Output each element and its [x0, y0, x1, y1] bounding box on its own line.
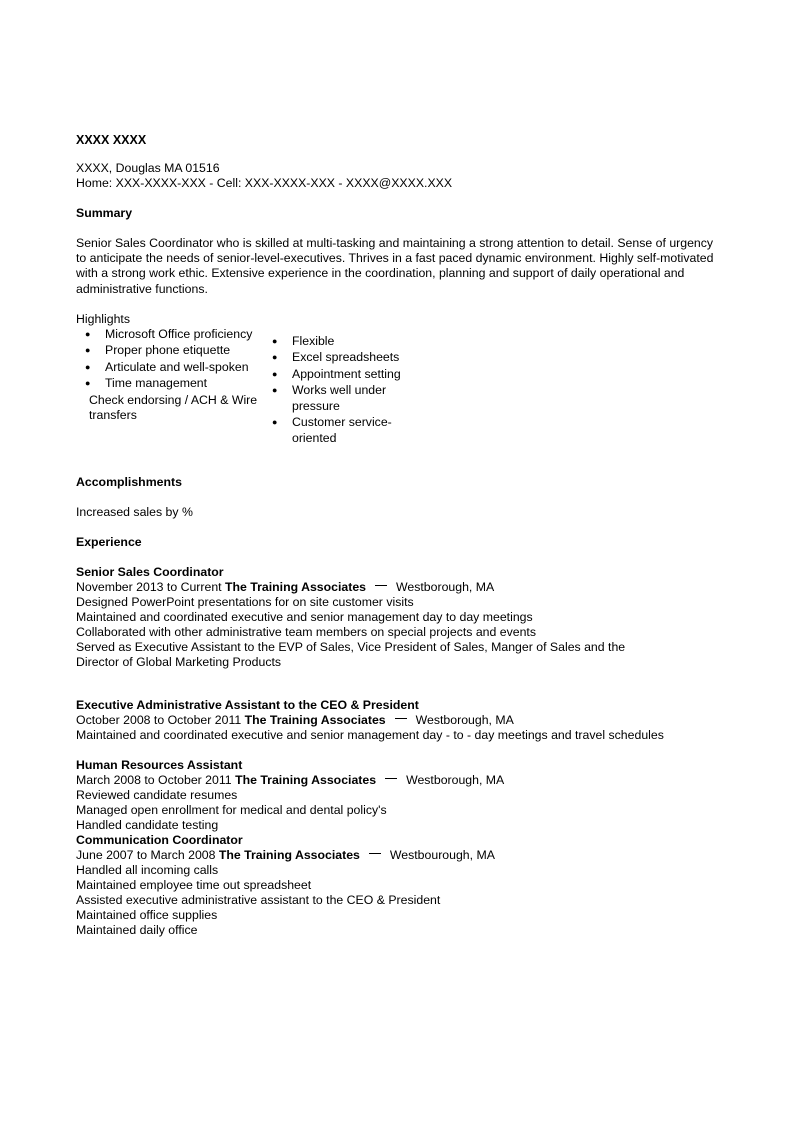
dash-separator: [395, 718, 407, 719]
bullet-icon: ●: [272, 335, 278, 346]
job-meta: [76, 580, 736, 595]
highlight-item: ● Excel spreadsheets: [272, 350, 400, 365]
job-dates: November 2013 to Current: [76, 579, 222, 594]
job-duty: Handled candidate testing: [76, 817, 219, 832]
summary-text: Senior Sales Coordinator who is skilled at multi-tasking and maintaining a strong attention to detail. Sense of urgency to anticipate the needs of senior-level-executives. Thrives in a fast paced dynamic environment. Highly self-motivated with a strong work ethic. Extensive experience in the coordination, planning and support of daily operational and administrative functions.: [76, 236, 714, 296]
bullet-icon: ●: [272, 368, 278, 379]
highlight-item: ● Articulate and well-spoken: [85, 359, 249, 374]
accomplishments-text: Increased sales by %: [76, 504, 193, 519]
bullet-icon: ●: [272, 417, 278, 428]
highlight-item: ● Proper phone etiquette: [85, 343, 231, 358]
dash-separator: [375, 585, 387, 586]
job-meta: [76, 713, 736, 728]
job-duty: Designed PowerPoint presentations for on site customer visits: [76, 594, 414, 609]
job-company: The Training Associates: [225, 579, 367, 594]
contact-line: Home: XXX-XXXX-XXX - Cell: XXX-XXXX-XXX - XXXX@XXXX.XXX: [76, 176, 453, 190]
experience-heading: Experience: [76, 534, 142, 549]
resume-page: [76, 131, 736, 938]
highlight-extra-text: Check endorsing / ACH & Wire transfers: [89, 392, 258, 423]
job-title: Communication Coordinator: [76, 832, 243, 847]
job-meta: [76, 773, 736, 788]
job-duty: Maintained employee time out spreadsheet: [76, 877, 312, 892]
highlight-item: ● Time management: [85, 376, 208, 391]
job-title: Executive Administrative Assistant to the CEO & President: [76, 697, 419, 712]
highlights-list: [76, 327, 736, 475]
job-duty: Maintained daily office: [76, 922, 198, 937]
job-dates: October 2008 to October 2011: [76, 712, 242, 727]
highlights-heading: Highlights: [76, 311, 130, 326]
job-entry: [76, 698, 736, 743]
job-location: Westborough, MA: [406, 772, 505, 787]
highlight-item: ● Appointment setting: [272, 366, 401, 381]
job-duty: Assisted executive administrative assistant to the CEO & President: [76, 892, 441, 907]
highlights-right-column: [263, 334, 413, 448]
job-duty: Maintained and coordinated executive and senior management day to day meetings: [76, 609, 533, 624]
highlight-item: ● Works well under pressure: [272, 383, 387, 413]
dash-separator: [385, 778, 397, 779]
job-duty: Maintained office supplies: [76, 907, 218, 922]
bullet-icon: ●: [85, 328, 91, 339]
job-duty: Director of Global Marketing Products: [76, 654, 282, 669]
highlight-item: ● Customer service-oriented: [272, 415, 392, 445]
job-meta: [76, 848, 736, 863]
job-duty: Served as Executive Assistant to the EVP of Sales, Vice President of Sales, Manger of Sales and the: [76, 639, 626, 654]
job-entry: [76, 833, 736, 938]
job-location: Westborough, MA: [415, 712, 514, 727]
summary-heading: Summary: [76, 206, 133, 220]
candidate-name: XXXX XXXX: [76, 133, 147, 147]
job-company: The Training Associates: [235, 772, 377, 787]
job-duty: Maintained and coordinated executive and senior management day - to - day meetings and travel schedules: [76, 727, 664, 742]
highlight-item: ● Microsoft Office proficiency: [85, 326, 253, 341]
job-dates: March 2008 to October 2011: [76, 772, 232, 787]
job-duty: Reviewed candidate resumes: [76, 787, 238, 802]
highlights-left-column: [76, 327, 266, 424]
job-duty: Collaborated with other administrative team members on special projects and events: [76, 624, 536, 639]
bullet-icon: ●: [272, 385, 278, 396]
job-location: Westborough, MA: [396, 579, 495, 594]
job-dates: June 2007 to March 2008: [76, 847, 216, 862]
address-line: XXXX, Douglas MA 01516: [76, 161, 220, 175]
job-company: The Training Associates: [218, 847, 360, 862]
bullet-icon: ●: [85, 361, 91, 372]
job-duty: Managed open enrollment for medical and dental policy's: [76, 802, 387, 817]
highlight-item: ● Flexible: [272, 333, 335, 348]
job-duty: Handled all incoming calls: [76, 862, 219, 877]
bullet-icon: ●: [85, 345, 91, 356]
job-entry: [76, 758, 736, 833]
bullet-icon: ●: [85, 378, 91, 389]
job-location: Westbourough, MA: [389, 847, 495, 862]
bullet-icon: ●: [272, 352, 278, 363]
job-entry: [76, 565, 736, 670]
accomplishments-heading: Accomplishments: [76, 474, 182, 489]
job-title: Human Resources Assistant: [76, 757, 243, 772]
dash-separator: [369, 853, 381, 854]
job-title: Senior Sales Coordinator: [76, 564, 224, 579]
job-company: The Training Associates: [244, 712, 386, 727]
